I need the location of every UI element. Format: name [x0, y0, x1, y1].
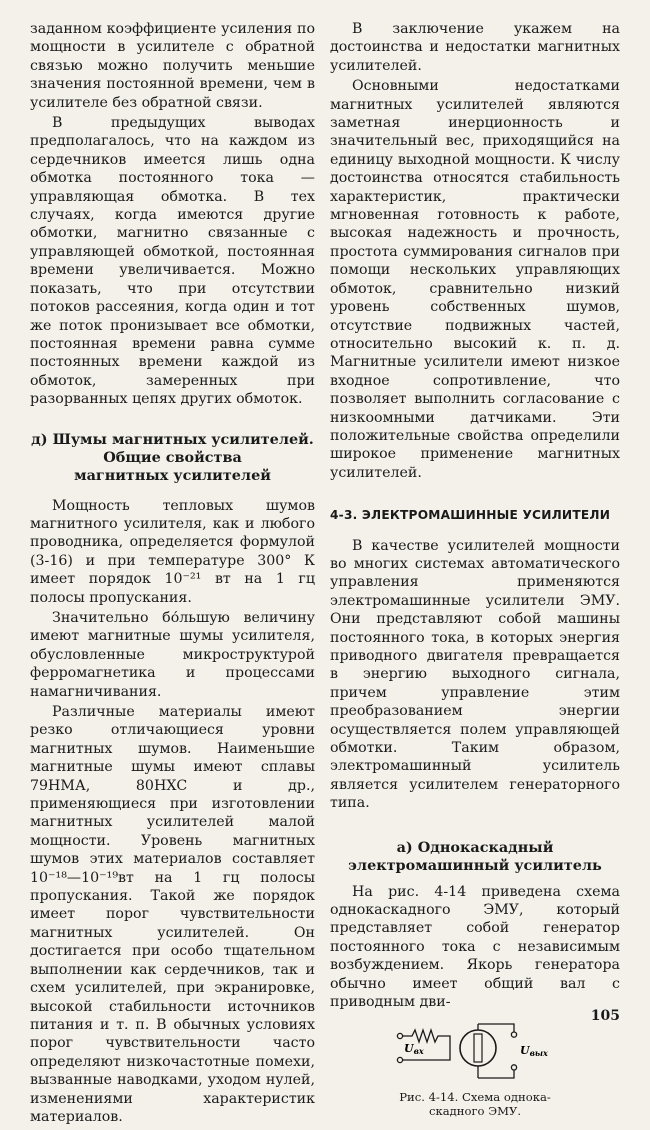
subsection-heading: магнитных усилителей	[74, 466, 271, 484]
subsection-heading: Общие свойства	[103, 448, 242, 466]
paragraph: На рис. 4-14 приведена схема однокаскадного ЭМУ, который представляет собой генератор постоянного тока с независимым возбуждением. Якорь генератора обычно имеет общий вал с приводным дви-	[330, 883, 620, 1011]
section-heading: 4-3. ЭЛЕКТРОМАШИННЫЕ УСИЛИТЕЛИ	[330, 508, 611, 523]
terminal-icon	[397, 1057, 402, 1062]
output-voltage-label: Uвых	[520, 1043, 548, 1058]
input-voltage-label: Uвх	[404, 1041, 424, 1056]
subsection-heading: а) Однокаскадный	[396, 838, 554, 856]
subsection-heading: электромашинный усилитель	[348, 856, 602, 874]
figure-4-14	[330, 1020, 620, 1130]
page-number: 105	[590, 1008, 620, 1024]
figure-caption: Рис. 4-14. Схема однока- скадного ЭМУ.	[399, 1089, 551, 1118]
paragraph: В качестве усилителей мощности во многих системах автоматического управления применяются электромашинные усилители ЭМУ. Они представляют собой машины постоянного тока, в которых энергия приводного двигателя превращается в энергию выходного сигнала, причем управление этим преобразованием энергии осуществляется полем управляющей обмотки. Таким образом, электромашинный усилитель является усилителем генераторного типа.	[330, 537, 620, 812]
terminal-icon	[511, 1032, 516, 1037]
emu-circuit-diagram	[390, 1020, 560, 1090]
paragraph: Различные материалы имеют резко отличающиеся уровни магнитных шумов. Наименьшие магнитные шумы имеют сплавы 79НМА, 80НХС и др., применяющиеся при изготовлении магнитных усилителей малой мощности. Уровень магнитных шумов этих материалов составляет 10⁻¹⁸—10⁻¹⁹вт на 1 гц полосы пропускания. Такой же порядок имеет порог чувствительности магнитных усилителей. Он достигается при особо тщательном выполнении как сердечников, так и схем усилителей, при экранировке, высокой стабильности источников питания и т. п. В обычных условиях порог чувствительности часто определяют низкочастотные помехи, вызванные наводками, уходом нулей, изменениями характеристик материалов.	[30, 704, 315, 1125]
terminal-icon	[511, 1064, 516, 1069]
paragraph: Основными недостатками магнитных усилителей являются заметная инерционность и значительный вес, приходящийся на единицу выходной мощности. К числу достоинства относятся стабильность характеристик, практически мгновенная готовность к работе, высокая надежность и прочность, простота суммирования сигналов при помощи нескольких управляющих обмоток, сравнительно низкий уровень собственных шумов, отсутствие подвижных частей, относительно высокий к. п. д. Магнитные усилители имеют низкое входное сопротивление, что позволяет выполнить согласование с низкоомными датчиками. Эти положительные свойства определили широкое применение магнитных усилителей.	[330, 78, 620, 481]
paragraph: Значительно бо́льшую величину имеют магнитные шумы усилителя, обусловленные микроструктурой ферромагнетика и процессами намагничивания.	[30, 609, 315, 700]
armature-icon	[460, 1030, 496, 1066]
paragraph: В заключение укажем на достоинства и недостатки магнитных усилителей.	[330, 21, 620, 74]
paragraph: заданном коэффициенте усиления по мощности в усилителе с обратной связью можно получить меньшие значения постоянной времени, чем в усилителе без обратной связи.	[30, 21, 315, 111]
left-column	[30, 20, 315, 1126]
terminal-icon	[397, 1033, 402, 1038]
paragraph: В предыдущих выводах предполагалось, что на каждом из сердечников имеется лишь одна обмотка постоянного тока — управляющая обмотка. В тех случаях, когда имеются другие обмотки, магнитно связанные с управляющей обмоткой, постоянная времени увеличивается. Можно показать, что при отсутствии потоков рассеяния, когда один и тот же поток пронизывает все обмотки, постоянная времени равна сумме постоянных времени каждой из обмоток, замеренных при разорванных цепях других обмоток.	[30, 115, 315, 408]
paragraph: Мощность тепловых шумов магнитного усилителя, как и любого проводника, определяется формулой (3-16) и при температуре 300° К имеет порядок 10⁻²¹ вт на 1 гц полосы пропускания.	[30, 497, 315, 606]
right-column	[330, 20, 620, 1130]
subsection-heading: д) Шумы магнитных усилителей.	[31, 430, 314, 448]
